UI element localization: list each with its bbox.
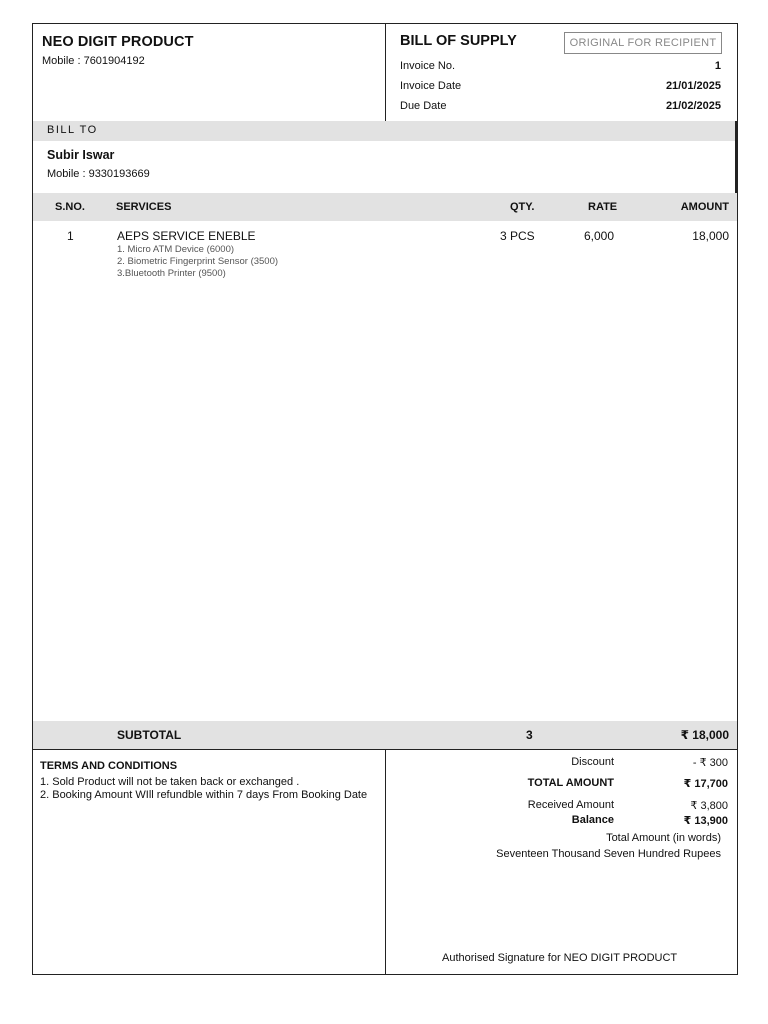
header-divider [385,24,386,121]
balance-label: Balance [571,814,614,826]
customer-name: Subir Iswar [47,148,115,162]
invoice [32,23,738,975]
document-title: BILL OF SUPPLY [400,33,517,49]
total-amount-label: TOTAL AMOUNT [527,777,614,789]
received-amount-value: ₹ 3,800 [690,800,728,812]
subtotal-label: SUBTOTAL [117,728,182,742]
due-date-label: Due Date [400,100,447,112]
row-amount: 18,000 [692,229,729,243]
company-name: NEO DIGIT PRODUCT [42,34,194,50]
subtotal-qty: 3 [526,728,533,742]
row-detail-line: 3.Bluetooth Printer (9500) [117,268,226,279]
column-header-rate: RATE [588,201,618,213]
balance-value: ₹ 13,900 [683,815,728,827]
bill-to-box [33,141,737,193]
invoice-no-label: Invoice No. [400,60,456,72]
row-rate: 6,000 [584,229,615,243]
footer-divider [385,750,386,975]
amount-in-words-label: Total Amount (in words) [606,832,721,844]
total-amount-value: ₹ 17,700 [683,778,728,790]
column-header-qty: QTY. [510,201,535,213]
bill-to-band [33,121,737,141]
row-qty: 3 PCS [500,229,535,243]
due-date-value: 21/02/2025 [665,100,721,112]
terms-title: TERMS AND CONDITIONS [40,760,178,772]
column-header-services: SERVICES [116,201,172,213]
row-detail-line: 1. Micro ATM Device (6000) [117,244,235,255]
column-header-sno: S.NO. [55,201,85,213]
received-amount-label: Received Amount [527,799,614,811]
invoice-date-label: Invoice Date [400,80,462,92]
customer-mobile: Mobile : 9330193669 [47,168,150,180]
authorised-signature-label: Authorised Signature for NEO DIGIT PRODUCT [442,952,678,964]
terms-line: 2. Booking Amount WIll refundble within 7 days From Booking Date [40,789,368,801]
discount-label: Discount [571,756,614,768]
subtotal-amount: ₹ 18,000 [680,728,729,742]
invoice-date-value: 21/01/2025 [665,80,721,92]
invoice-no-value: 1 [714,60,721,72]
original-badge: ORIGINAL FOR RECIPIENT [564,32,722,54]
amount-in-words-value: Seventeen Thousand Seven Hundred Rupees [496,848,721,860]
bill-to-label: BILL TO [47,124,98,136]
discount-value: - ₹ 300 [692,757,728,769]
company-mobile: Mobile : 7601904192 [42,55,145,67]
row-detail-line: 2. Biometric Fingerprint Sensor (3500) [117,256,279,267]
terms-line: 1. Sold Product will not be taken back or exchanged . [40,776,300,788]
row-service: AEPS SERVICE ENEBLE [117,229,256,243]
row-sno: 1 [67,229,74,243]
column-header-amount: AMOUNT [680,201,729,213]
